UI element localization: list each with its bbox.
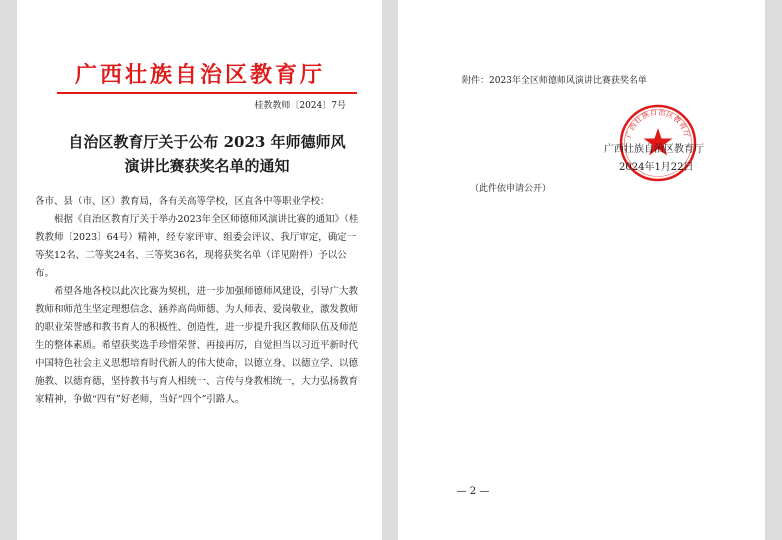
attachment-line: 附件：2023年全区师德师风演讲比赛获奖名单 (462, 76, 647, 86)
document-page-2 (398, 0, 765, 540)
title-line-2: 演讲比赛获奖名单的通知 (124, 157, 290, 175)
page-number: — 2 — (456, 486, 490, 497)
document-title (57, 130, 357, 178)
document-number: 桂教教师〔2024〕7号 (254, 101, 346, 111)
salutation: 各市、县（市、区）教育局，各有关高等学校，区直各中等职业学校： (35, 196, 330, 207)
red-divider (57, 92, 357, 94)
paragraph-2: 希望各地各校以此次比赛为契机，进一步加强师德师风建设，引导广大教教师和师范生坚定理想信念、涵养高尚师德、为人师表、爱岗敬业，激发教师的职业荣誉感和教书育人的积极性、创造性，进一步提升我区教师队伍及师范生的整体素质。希望获奖选手珍惜荣誉、再接再厉，自觉担当以习近平新时代中国特色社会主义思想培育时代新人的伟大使命，以德立身、以德立学、以德施教、以德育德，坚持教书与育人相统一、言传与身教相统一，大力弘扬教育家精神，争做“四有”好老师，当好“四个”引路人。 (35, 286, 359, 405)
svg-text:广西壮族自治区教育厅: 广西壮族自治区教育厅 (624, 107, 692, 139)
title-line-1: 自治区教育厅关于公布 2023 年师德师风 (68, 133, 346, 151)
org-header: 广西壮族自治区教育厅 (75, 63, 326, 88)
disclosure-note: （此件依申请公开） (470, 184, 552, 194)
paragraph-1: 根据《自治区教育厅关于举办2023年全区师德师风演讲比赛的通知》（桂教教师〔2023〕64号）精神，经专家评审、组委会评议、我厅审定，确定一等奖12名、二等奖24名、三等奖36名，现将获奖名单（详见附件）予以公布。 (35, 214, 359, 279)
signing-date: 2024年1月22日 (619, 162, 694, 173)
signing-organization: 广西壮族自治区教育厅 (604, 144, 704, 155)
document-page-1 (17, 0, 382, 540)
document-body (35, 193, 361, 409)
